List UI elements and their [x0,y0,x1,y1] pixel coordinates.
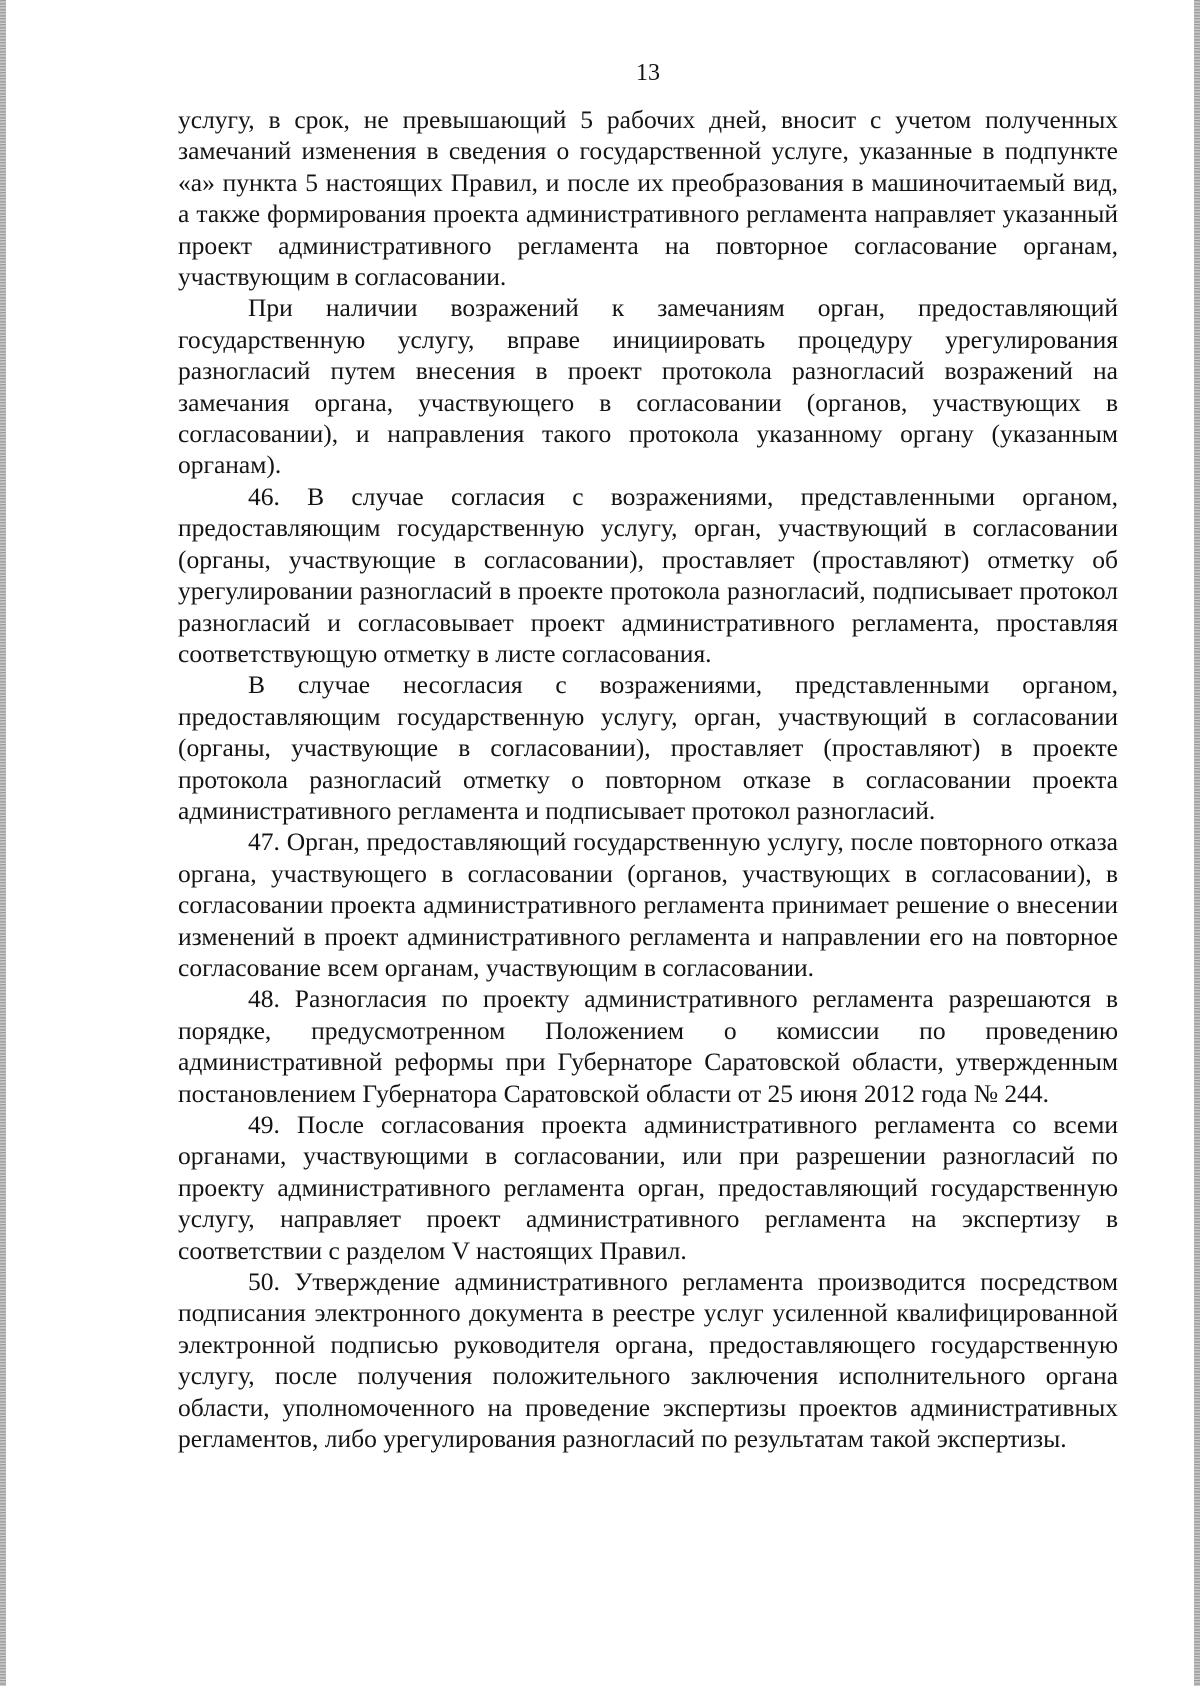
document-page [178,58,1118,1454]
paragraph-continuation: услугу, в срок, не превышающий 5 рабочих дней, вносит с учетом полученных замечаний изменения в сведения о государственной услуге, указанные в подпункте «а» пункта 5 настоящих Правил, и после их преобразования в машиночитаемый вид, а также формирования проекта административного регламента направляет указанный проект административного регламента на повторное согласование органам, участвующим в согласовании. [178,105,1118,292]
paragraph-objections: При наличии возражений к замечаниям орган, предоставляющий государственную услугу, вправе инициировать процедуру урегулирования разногласий путем внесения в проект протокола разногласий возражений на замечания органа, участвующего в согласовании (органов, участвующих в согласовании), и направления такого протокола указанному органу (указанным органам). [178,293,1118,480]
paragraph-item-50: 50. Утверждение административного регламента производится посредством подписания электронного документа в реестре услуг усиленной квалифицированной электронной подписью руководителя органа, предоставляющего государственную услугу, после получения положительного заключения исполнительного органа области, уполномоченного на проведение экспертизы проектов административных регламентов, либо урегулирования разногласий по результатам такой экспертизы. [178,1267,1118,1454]
paragraph-disagreement: В случае несогласия с возражениями, представленными органом, предоставляющим государственную услугу, орган, участвующий в согласовании (органы, участвующие в согласовании), проставляет (проставляют) в проекте протокола разногласий отметку о повторном отказе в согласовании проекта административного регламента и подписывает протокол разногласий. [178,670,1118,825]
scan-left-edge [0,0,6,1686]
scan-right-edge [1194,0,1200,1686]
paragraph-item-46: 46. В случае согласия с возражениями, представленными органом, предоставляющим государственную услугу, орган, участвующий в согласовании (органы, участвующие в согласовании), проставляет (проставляют) отметку об урегулировании разногласий в проекте протокола разногласий, подписывает протокол разногласий и согласовывает проект административного регламента, проставляя соответствующую отметку в листе согласования. [178,481,1118,668]
paragraph-item-47: 47. Орган, предоставляющий государственную услугу, после повторного отказа органа, участвующего в согласовании (органов, участвующих в согласовании), в согласовании проекта административного регламента принимает решение о внесении изменений в проект административного регламента и направлении его на повторное согласование всем органам, участвующим в согласовании. [178,827,1118,982]
paragraph-item-49: 49. После согласования проекта административного регламента со всеми органами, участвующими в согласовании, или при разрешении разногласий по проекту административного регламента орган, предоставляющий государственную услугу, направляет проект административного регламента на экспертизу в соответствии с разделом V настоящих Правил. [178,1110,1118,1265]
paragraph-item-48: 48. Разногласия по проекту административного регламента разрешаются в порядке, предусмотренном Положением о комиссии по проведению административной реформы при Губернаторе Саратовской области, утвержденным постановлением Губернатора Саратовской области от 25 июня 2012 года № 244. [178,984,1118,1108]
page-number: 13 [636,60,660,86]
